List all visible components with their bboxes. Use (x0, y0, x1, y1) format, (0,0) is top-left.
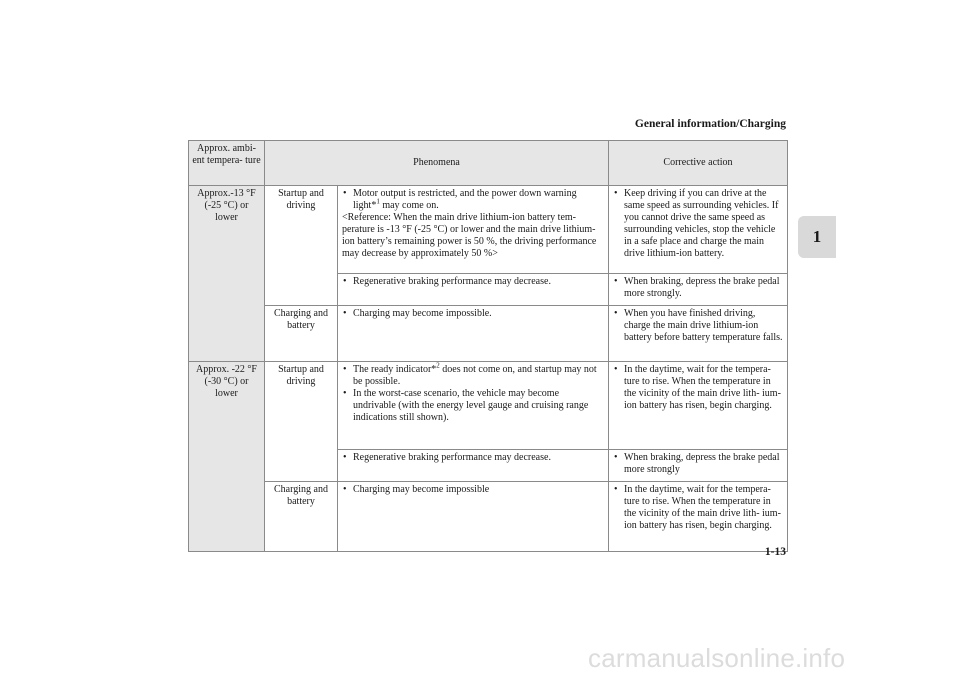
phenomena-cell (338, 450, 609, 482)
phenomena-text: The ready indicator* (353, 364, 437, 375)
corrective-action-cell (609, 274, 788, 306)
phenomena-text: Charging may become impossible (353, 484, 490, 495)
table-row (189, 362, 788, 450)
phenomena-item (342, 276, 604, 288)
phenomena-text: In the worst-case scenario, the vehicle may become undrivable (with the energy level gauge and cruising range indications still shown). (353, 388, 589, 423)
phenomena-text: Regenerative braking performance may decrease. (353, 452, 551, 463)
corrective-action-item: • When braking, depress the brake pedal more strongly. (613, 276, 783, 300)
phenomena-list (342, 361, 604, 424)
phenomena-list (342, 308, 604, 320)
table-row (189, 186, 788, 274)
corrective-action-item: • When you have finished driving, charge the main drive lithium-ion battery before battery temperature falls. (613, 308, 783, 344)
temperature-cell: Approx. -22 °F (-30 °C) or lower (189, 362, 265, 552)
header-corrective-action: Corrective action (609, 141, 788, 186)
corrective-action-cell (609, 362, 788, 450)
page-header-title: General information/Charging (634, 118, 786, 130)
phenomena-item (342, 388, 604, 424)
phenomena-item (342, 452, 604, 464)
header-temperature: Approx. ambi- ent tempera- ture (189, 141, 265, 186)
footnote-marker: 2 (436, 361, 440, 370)
corrective-action-item: • Keep driving if you can drive at the same speed as surrounding vehicles. If you cannot drive the same speed as surrounding vehicles, stop the vehicle in a safe place and charge the main drive lithium-ion battery. (613, 188, 783, 260)
chapter-tab: 1 (798, 216, 836, 258)
low-temperature-table (188, 140, 788, 552)
corrective-action-item: • When braking, depress the brake pedal more strongly (613, 452, 783, 476)
condition-cell: Startup and driving (265, 186, 338, 306)
phenomena-list (342, 484, 604, 496)
phenomena-list (342, 276, 604, 288)
corrective-action-list (613, 364, 783, 412)
table-row (189, 306, 788, 362)
footnote-marker: 1 (376, 197, 380, 206)
phenomena-text-cont: may come on. (379, 200, 439, 211)
phenomena-cell (338, 306, 609, 362)
phenomena-item (342, 484, 604, 496)
corrective-action-list (613, 276, 783, 300)
table-body (189, 186, 788, 552)
phenomena-list (342, 452, 604, 464)
phenomena-list (342, 188, 604, 212)
page-number: 1-13 (764, 546, 786, 558)
phenomena-text: Motor output is restricted, and the power down warning light* (353, 188, 577, 211)
phenomena-item (342, 308, 604, 320)
corrective-action-cell (609, 186, 788, 274)
phenomena-cell (338, 482, 609, 552)
corrective-action-list (613, 452, 783, 476)
corrective-action-list (613, 188, 783, 260)
corrective-action-item: • In the daytime, wait for the tempera- ture to rise. When the temperature in the vicinity of the main drive lith- ium-ion battery has risen, begin charging. (613, 484, 783, 532)
corrective-action-list (613, 484, 783, 532)
header-phenomena: Phenomena (265, 141, 609, 186)
corrective-action-item: • In the daytime, wait for the tempera- ture to rise. When the temperature in the vicinity of the main drive lith- ium-ion battery has risen, begin charging. (613, 364, 783, 412)
corrective-action-cell (609, 306, 788, 362)
reference-note: <Reference: When the main drive lithium-ion battery tem- perature is -13 °F (-25 °C) or lower and the main drive lithium-ion battery’s remaining power is 50 %, the driving performance may decrease by approximately 50 %> (342, 212, 597, 259)
corrective-action-cell (609, 482, 788, 552)
table-row (189, 482, 788, 552)
table-header-row (189, 141, 788, 186)
phenomena-text-cont: does not come on, and startup may not be possible. (353, 364, 597, 387)
condition-cell: Startup and driving (265, 362, 338, 482)
phenomena-text: Regenerative braking performance may decrease. (353, 276, 551, 287)
phenomena-item (342, 188, 604, 212)
phenomena-item (342, 361, 604, 388)
corrective-action-cell (609, 450, 788, 482)
phenomena-cell (338, 186, 609, 274)
condition-cell: Charging and battery (265, 482, 338, 552)
phenomena-cell (338, 362, 609, 450)
corrective-action-list (613, 308, 783, 344)
condition-cell: Charging and battery (265, 306, 338, 362)
phenomena-text: Charging may become impossible. (353, 308, 492, 319)
watermark: carmanualsonline.info (588, 643, 846, 673)
phenomena-cell (338, 274, 609, 306)
temperature-cell: Approx.-13 °F (-25 °C) or lower (189, 186, 265, 362)
